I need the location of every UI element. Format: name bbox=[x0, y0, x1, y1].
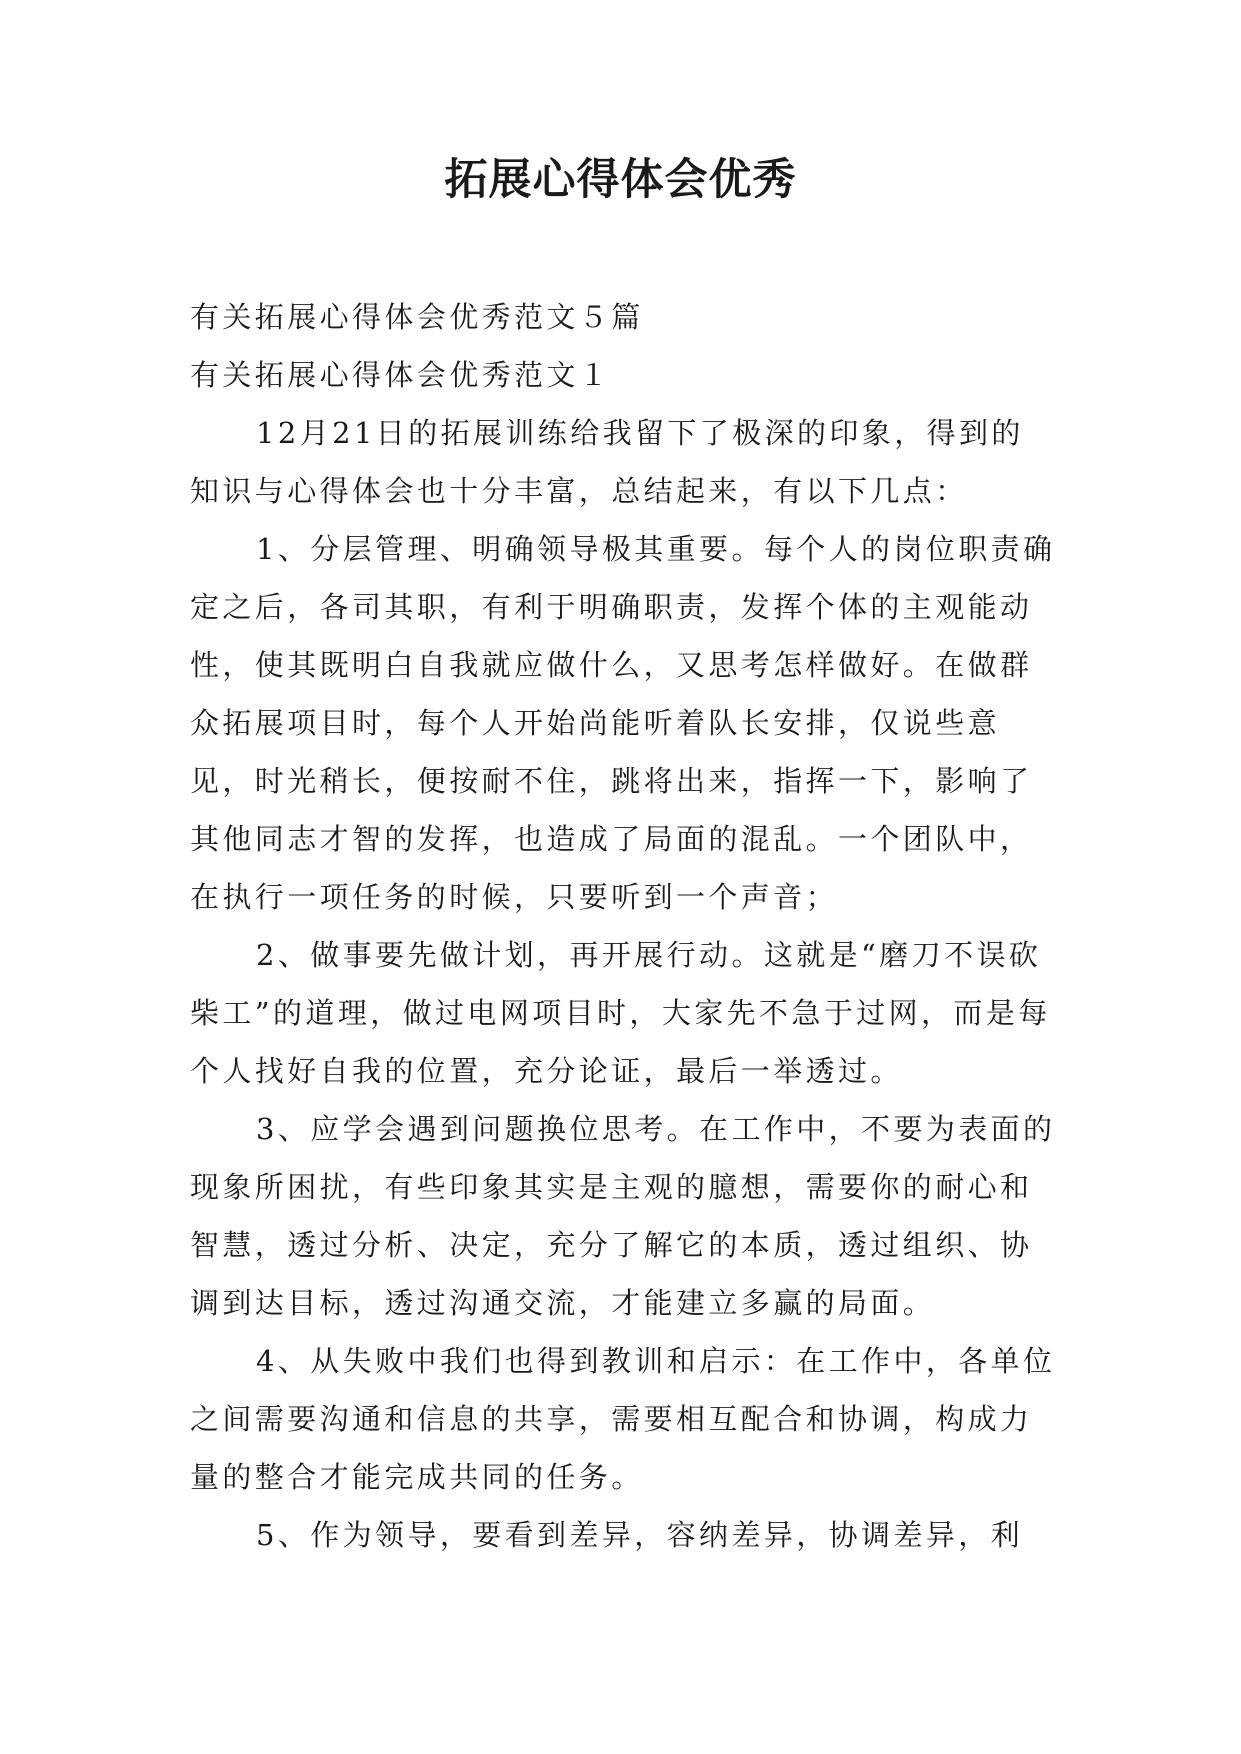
paragraph-point-2: 2、做事要先做计划，再开展行动。这就是“磨刀不误砍柴工”的道理，做过电网项目时，大家先不急于过网，而是每个人找好自我的位置，充分论证，最后一举透过。 bbox=[190, 938, 1051, 1088]
paragraph-intro: 12月21日的拓展训练给我留下了极深的印象，得到的知识与心得体会也十分丰富，总结起来，有以下几点： bbox=[190, 416, 1024, 508]
paragraph-point-4: 4、从失败中我们也得到教训和启示：在工作中，各单位之间需要沟通和信息的共享，需要相互配合和协调，构成力量的整合才能完成共同的任务。 bbox=[190, 1344, 1056, 1494]
document-heading: 有关拓展心得体会优秀范文５篇 bbox=[190, 300, 644, 334]
document-body bbox=[190, 288, 1056, 1564]
paragraph-point-1: 1、分层管理、明确领导极其重要。每个人的岗位职责确定之后，各司其职，有利于明确职责，发挥个体的主观能动性，使其既明白自我就应做什么，又思考怎样做好。在做群众拓展项目时，每个人开始尚能听着队长安排，仅说些意见，时光稍长，便按耐不住，跳将出来，指挥一下，影响了其他同志才智的发挥，也造成了局面的混乱。一个团队中，在执行一项任务的时候，只要听到一个声音； bbox=[190, 532, 1056, 914]
paragraph-point-5: 5、作为领导，要看到差异，容纳差异，协调差异，利 bbox=[256, 1518, 1024, 1552]
document-subheading: 有关拓展心得体会优秀范文１ bbox=[190, 358, 612, 392]
paragraph-point-3: 3、应学会遇到问题换位思考。在工作中，不要为表面的现象所困扰，有些印象其实是主观的臆想，需要你的耐心和智慧，透过分析、决定，充分了解它的本质，透过组织、协调到达目标，透过沟通交流，才能建立多赢的局面。 bbox=[190, 1112, 1056, 1320]
document-title: 拓展心得体会优秀 bbox=[444, 155, 797, 205]
